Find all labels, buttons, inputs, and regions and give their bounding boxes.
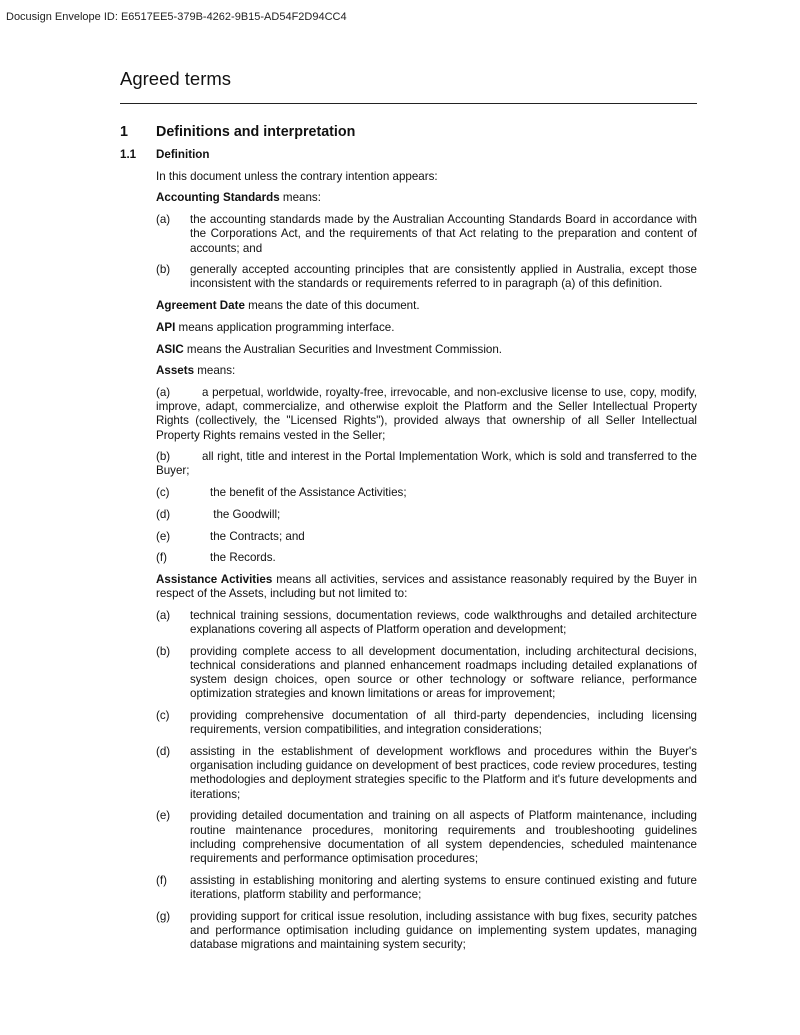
- item-text: the benefit of the Assistance Activities;: [210, 486, 407, 500]
- item-label: (e): [156, 809, 171, 823]
- definition-assistance-activities: [156, 573, 697, 601]
- list-item: [156, 645, 697, 702]
- item-text: assisting in establishing monitoring and alerting systems to ensure continued existing and future iterations, platform stability and performance;: [190, 873, 697, 901]
- definition-text: means the date of this document.: [244, 299, 420, 313]
- definition-text: means:: [279, 191, 321, 205]
- definition-text: means application programming interface.: [175, 320, 395, 334]
- item-text: assisting in the establishment of development workflows and procedures within the Buyer's organisation including guidance on development of best practices, code review procedures, testing methodologies and deployment strategies specific to the Platform and it's future developments and iterations;: [190, 745, 697, 801]
- list-item: [156, 486, 697, 500]
- list-item: [156, 508, 697, 522]
- item-label: (a): [156, 385, 171, 399]
- list-item: [156, 530, 697, 544]
- item-label: (c): [156, 709, 170, 723]
- section-number: 1: [120, 124, 128, 140]
- definition-text: means the Australian Securities and Investment Commission.: [183, 342, 503, 356]
- item-label: (f): [156, 873, 167, 887]
- list-item: [156, 263, 697, 291]
- item-label: (d): [156, 745, 171, 758]
- defined-term: Assistance Activities: [156, 572, 273, 586]
- list-item: [156, 609, 697, 637]
- item-text: the Goodwill;: [210, 507, 281, 521]
- item-label: (a): [156, 608, 171, 622]
- envelope-id: Docusign Envelope ID: E6517EE5-379B-4262-9B15-AD54F2D94CC4: [6, 11, 347, 23]
- item-label: (a): [156, 213, 171, 227]
- item-text: providing support for critical issue resolution, including assistance with bug fixes, security patches and performance optimisation including guidance on implementing system updates, managing database migrations and maintaining system security;: [190, 909, 697, 951]
- defined-term: ASIC: [156, 342, 184, 356]
- item-text: the accounting standards made by the Australian Accounting Standards Board in accordance with the Corporations Act, and the requirements of that Act relating to the preparation and content of accounts; and: [190, 213, 697, 255]
- item-label: (d): [156, 507, 171, 521]
- title-divider: [120, 103, 697, 104]
- definition-text: means:: [194, 364, 236, 378]
- definition-api: [156, 321, 697, 335]
- definition-accounting-standards: [156, 191, 697, 205]
- item-text: providing comprehensive documentation of all third-party dependencies, including licensing requirements, version compatibilities, and integration considerations;: [190, 709, 697, 737]
- assets-paragraph-a: [156, 386, 697, 443]
- defined-term: Assets: [156, 364, 195, 378]
- item-label: (b): [156, 644, 171, 658]
- list-item: [156, 745, 697, 802]
- item-label: (b): [156, 263, 171, 277]
- item-text: technical training sessions, documentation reviews, code walkthroughs and detailed architecture explanations covering all aspects of Platform operation and development;: [190, 608, 697, 637]
- item-text: providing detailed documentation and training on all aspects of Platform maintenance, including routine maintenance procedures, monitoring requirements and troubleshooting guidelines including comprehensive documentation of all system dependencies, scheduled maintenance requirements and performance optimisation procedures;: [190, 809, 697, 865]
- list-item: [156, 709, 697, 737]
- list-item: [156, 551, 697, 565]
- list-item: [156, 809, 697, 866]
- subsection-heading: [120, 148, 697, 162]
- list-item: [156, 874, 697, 902]
- item-text: the Records.: [210, 551, 276, 565]
- item-label: (b): [156, 450, 171, 464]
- section-title: Definitions and interpretation: [156, 124, 356, 140]
- item-label: (f): [156, 551, 167, 565]
- assets-paragraph-b: [156, 450, 697, 478]
- page-title: Agreed terms: [120, 68, 232, 89]
- definition-agreement-date: [156, 299, 697, 313]
- item-label: (c): [156, 486, 170, 500]
- item-label: (g): [156, 909, 171, 923]
- defined-term: Agreement Date: [156, 299, 245, 313]
- list-item: [156, 910, 697, 953]
- item-text: the Contracts; and: [210, 529, 305, 543]
- item-text: generally accepted accounting principles that are consistently applied in Australia, except those inconsistent with the standards or requirements referred to in paragraph (a) of this definition.: [190, 263, 697, 291]
- intro-paragraph: In this document unless the contrary intention appears:: [156, 169, 438, 183]
- definition-asic: [156, 343, 697, 357]
- subsection-title: Definition: [156, 148, 210, 161]
- document-body: [120, 124, 697, 952]
- item-text: providing complete access to all development documentation, including architectural decisions, technical considerations and planned enhancement roadmaps including detailed explanations of system design choices, open source or other technology or software reliance, performance optimization strategies and known limitations or areas for improvement;: [190, 644, 697, 701]
- item-text: all right, title and interest in the Portal Implementation Work, which is sold and transferred to the Buyer;: [156, 450, 697, 478]
- subsection-number: 1.1: [120, 148, 137, 161]
- list-item: [156, 213, 697, 256]
- definition-text: means all activities, services and assistance reasonably required by the Buyer in respect of the Assets, including but not limited to:: [156, 572, 697, 601]
- defined-term: Accounting Standards: [156, 191, 280, 205]
- definition-assets: [156, 364, 697, 378]
- defined-term: API: [156, 320, 176, 334]
- item-text: a perpetual, worldwide, royalty-free, irrevocable, and non-exclusive license to use, copy, modify, improve, adapt, commercialize, and otherwise exploit the Platform and the Seller Intellectual Property Rights (collectively, the "Licensed Rights"), provided always that ownership of all Seller Intellectual Property Rights remains vested in the Seller;: [156, 385, 697, 442]
- item-label: (e): [156, 529, 171, 543]
- section-heading: [120, 124, 697, 141]
